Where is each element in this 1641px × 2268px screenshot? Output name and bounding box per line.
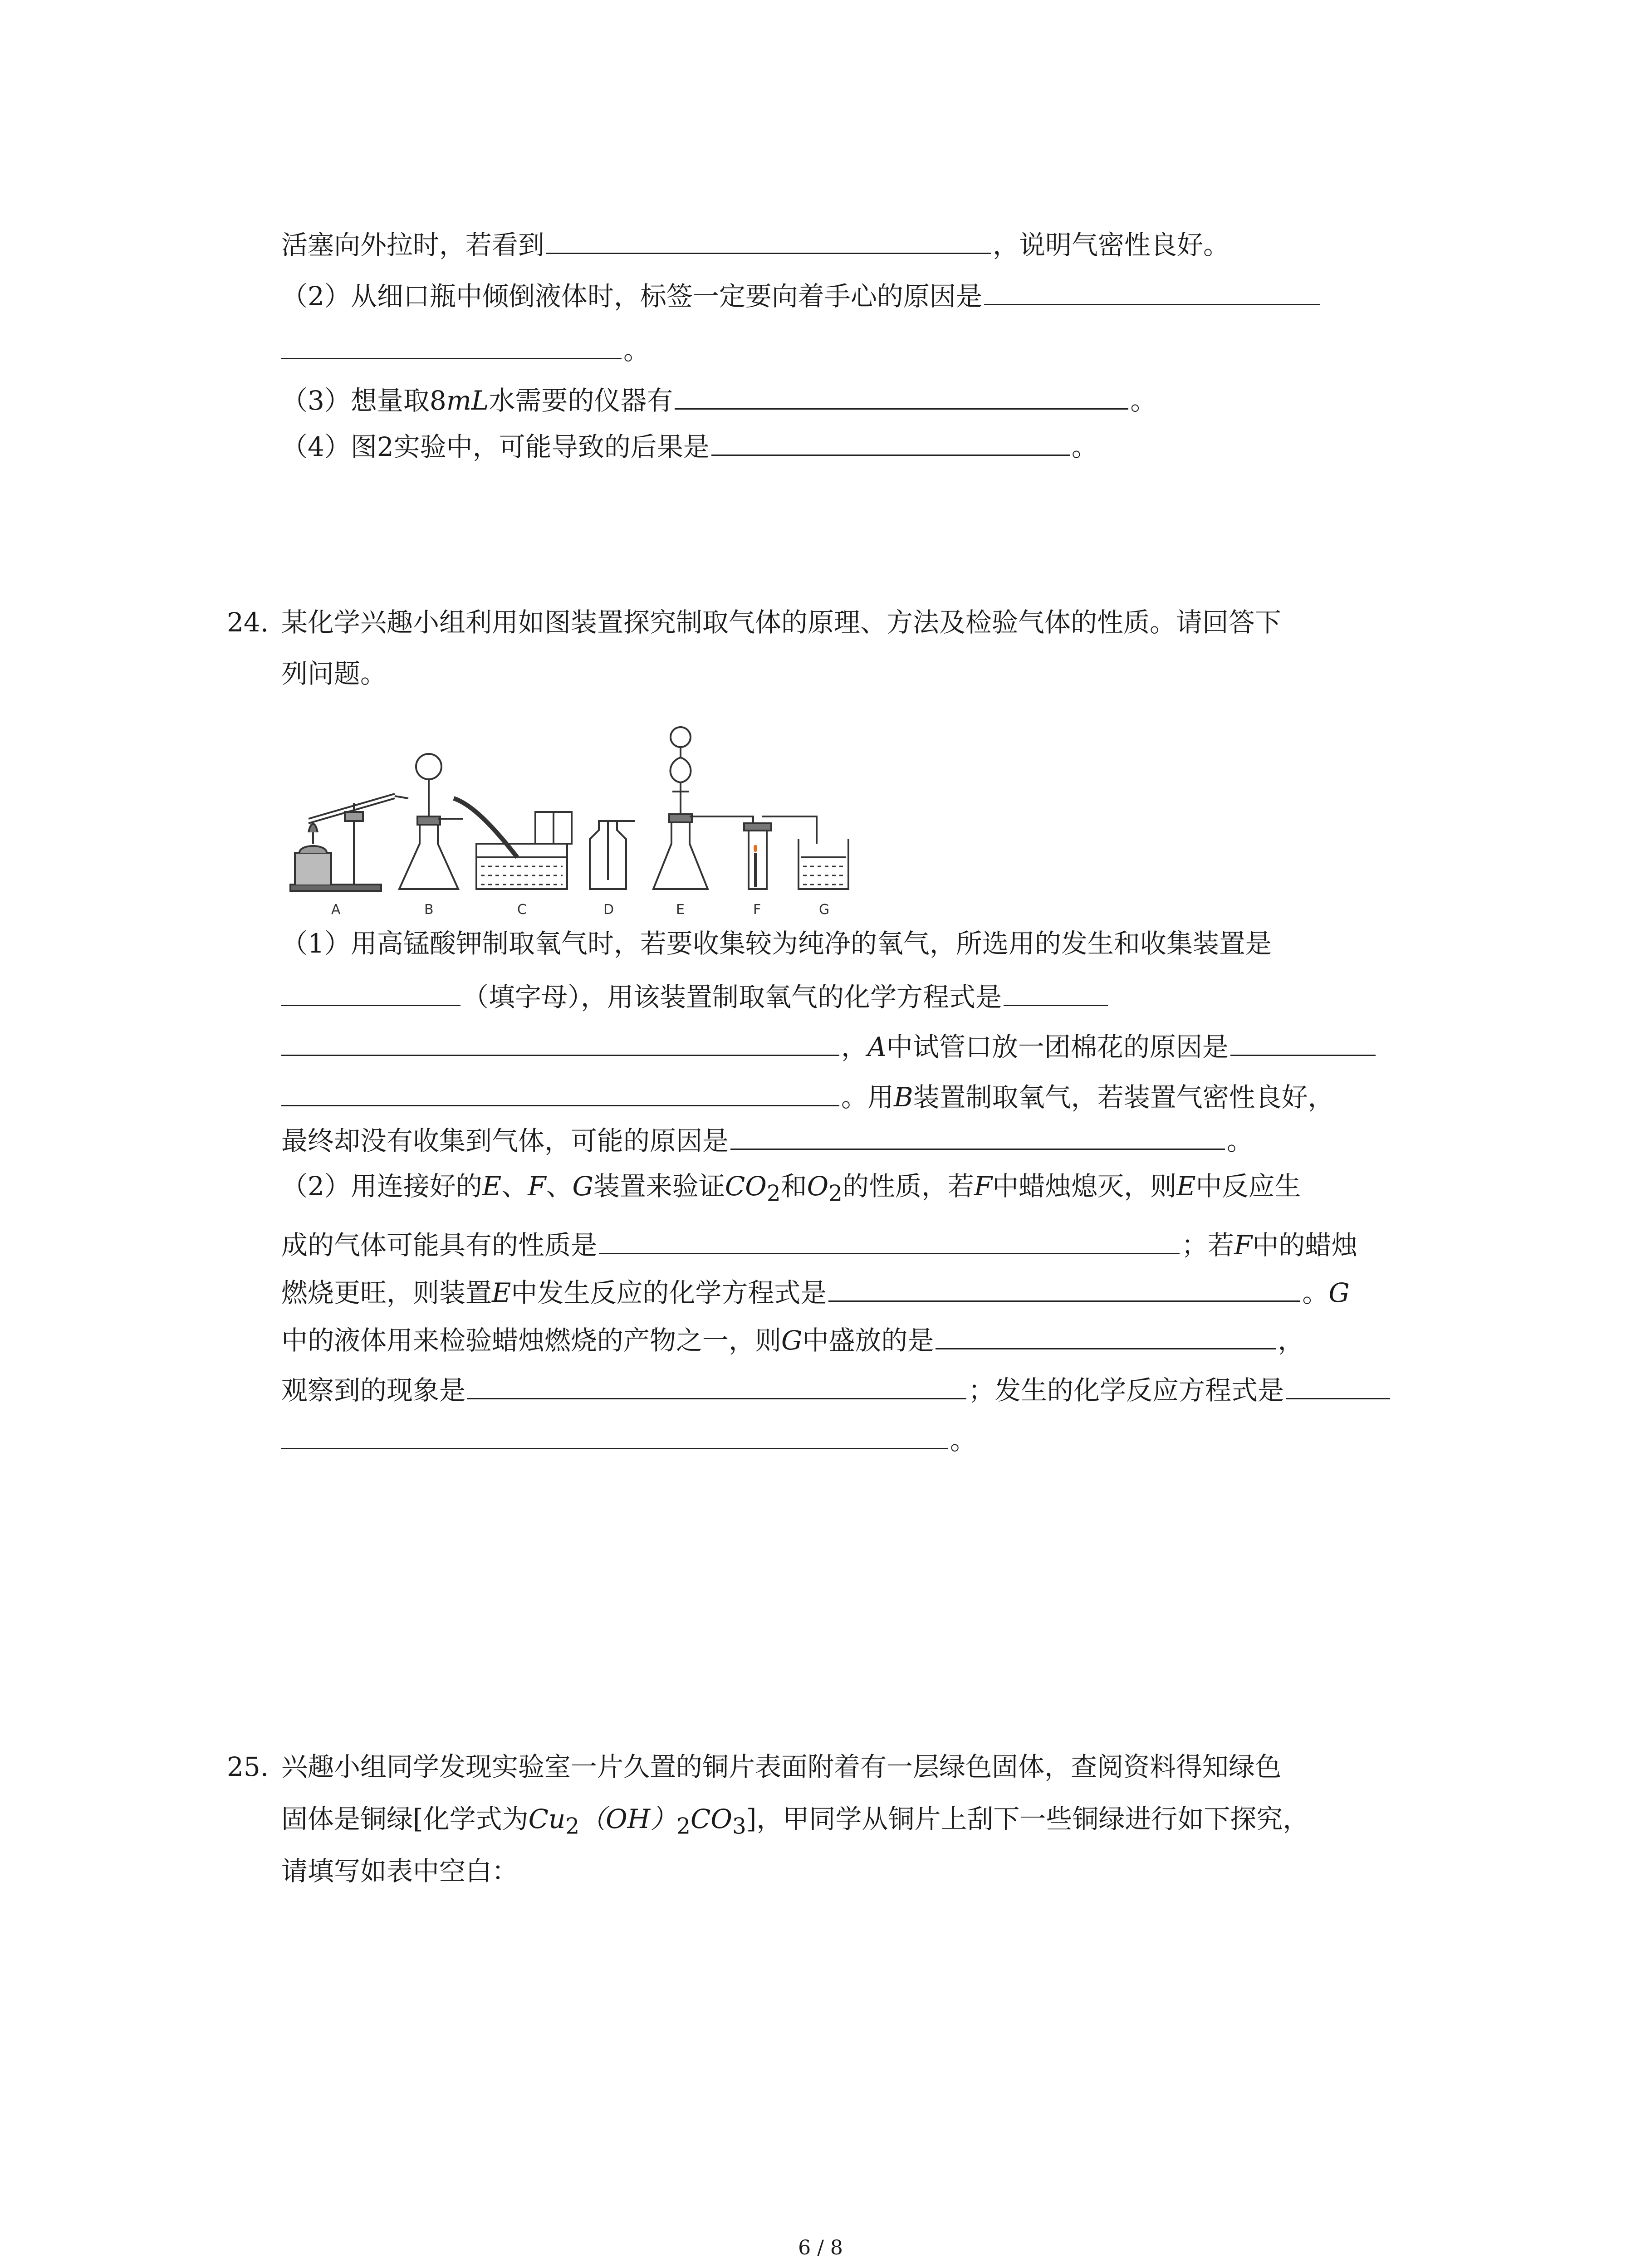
answer-blank-phenomenon[interactable] [467, 1370, 966, 1399]
q24-p2-line-3: 燃烧更旺，则装置E中发生反应的化学方程式是 。G [281, 1272, 1350, 1311]
apparatus-d-icon [590, 821, 635, 889]
answer-blank-q2-a[interactable] [984, 276, 1320, 305]
q25-line-3: 请填写如表中空白： [281, 1856, 519, 1887]
apparatus-a-icon [290, 794, 408, 891]
label-c: C [517, 902, 527, 918]
label-d: D [603, 902, 614, 918]
q24-p1-line-4: 。用B装置制取氧气，若装置气密性良好， [281, 1077, 1334, 1115]
answer-blank-airtight[interactable] [546, 225, 991, 254]
answer-blank-q3[interactable] [675, 380, 1128, 410]
answer-blank-cotton-a[interactable] [1230, 1026, 1376, 1056]
answer-blank-equation-3b[interactable] [281, 1420, 948, 1449]
q24-p1-line-3: ，A中试管口放一团棉花的原因是 [281, 1026, 1377, 1065]
answer-blank-equation-1a[interactable] [1004, 977, 1108, 1006]
apparatus-g-icon [798, 839, 848, 889]
q24-p2-line-5: 观察到的现象是 ；发生的化学反应方程式是 [281, 1370, 1392, 1408]
answer-blank-no-gas[interactable] [730, 1120, 1225, 1150]
question-3-line: （3）想量取8mL水需要的仪器有 。 [281, 380, 1156, 419]
apparatus-e-icon [653, 727, 753, 889]
answer-blank-gas-property[interactable] [599, 1225, 1180, 1254]
q24-p2-line-2: 成的气体可能具有的性质是 ；若F中的蜡烛 [281, 1225, 1357, 1263]
question-2-line: （2）从细口瓶中倾倒液体时，标签一定要向着手心的原因是 [281, 276, 1322, 314]
q24-p2-line-6: 。 [281, 1420, 976, 1458]
answer-blank-q2-b[interactable] [281, 330, 622, 359]
question-number-24: 24. [227, 607, 269, 638]
label-a: A [331, 902, 341, 918]
question-number-25: 25. [227, 1751, 269, 1782]
q24-stem-line-2: 列问题。 [281, 658, 387, 689]
label-g: G [819, 902, 830, 918]
q24-p2-line-4: 中的液体用来检验蜡烛燃烧的产物之一，则G中盛放的是 ， [281, 1320, 1304, 1359]
apparatus-figure [281, 708, 912, 921]
page-number: 6 / 8 [798, 2236, 843, 2259]
label-e: E [676, 902, 685, 918]
label-b: B [424, 902, 434, 918]
answer-blank-q4[interactable] [711, 426, 1070, 456]
answer-blank-equation-3a[interactable] [1286, 1370, 1390, 1399]
line-airtight: 活塞向外拉时，若看到 ，说明气密性良好。 [281, 225, 1230, 263]
answer-blank-cotton-b[interactable] [281, 1077, 839, 1106]
question-2-line-cont: 。 [281, 330, 650, 368]
apparatus-c-icon [454, 798, 572, 889]
q24-stem-line-1: 某化学兴趣小组利用如图装置探究制取气体的原理、方法及检验气体的性质。请回答下 [281, 607, 1282, 638]
q24-p1-line-2: （填字母），用该装置制取氧气的化学方程式是 [281, 977, 1110, 1015]
q25-line-1: 兴趣小组同学发现实验室一片久置的铜片表面附着有一层绿色固体，查阅资料得知绿色 [281, 1751, 1282, 1782]
q24-p2-line-1: （2）用连接好的E、F、G装置来验证$CO_2$和$O_2$的性质，若F中蜡烛熄灭，则E中反应生 [281, 1171, 1301, 1207]
answer-blank-liquid-g[interactable] [936, 1320, 1276, 1349]
answer-blank-apparatus[interactable] [281, 977, 460, 1006]
q24-p1-line-1: （1）用高锰酸钾制取氧气时，若要收集较为纯净的氧气，所选用的发生和收集装置是 [281, 928, 1272, 959]
label-f: F [753, 902, 761, 918]
apparatus-b-icon [399, 754, 463, 889]
question-4-line: （4）图2实验中，可能导致的后果是 。 [281, 426, 1098, 465]
apparatus-f-icon [744, 816, 817, 889]
q25-line-2: 固体是铜绿[化学式为$Cu_2(OH)_2CO_3$]，甲同学从铜片上刮下一些铜绿进行如下探究， [281, 1804, 1309, 1839]
answer-blank-equation-2[interactable] [828, 1272, 1300, 1302]
q24-p1-line-5: 最终却没有收集到气体，可能的原因是 。 [281, 1120, 1253, 1159]
answer-blank-equation-1b[interactable] [281, 1026, 839, 1056]
